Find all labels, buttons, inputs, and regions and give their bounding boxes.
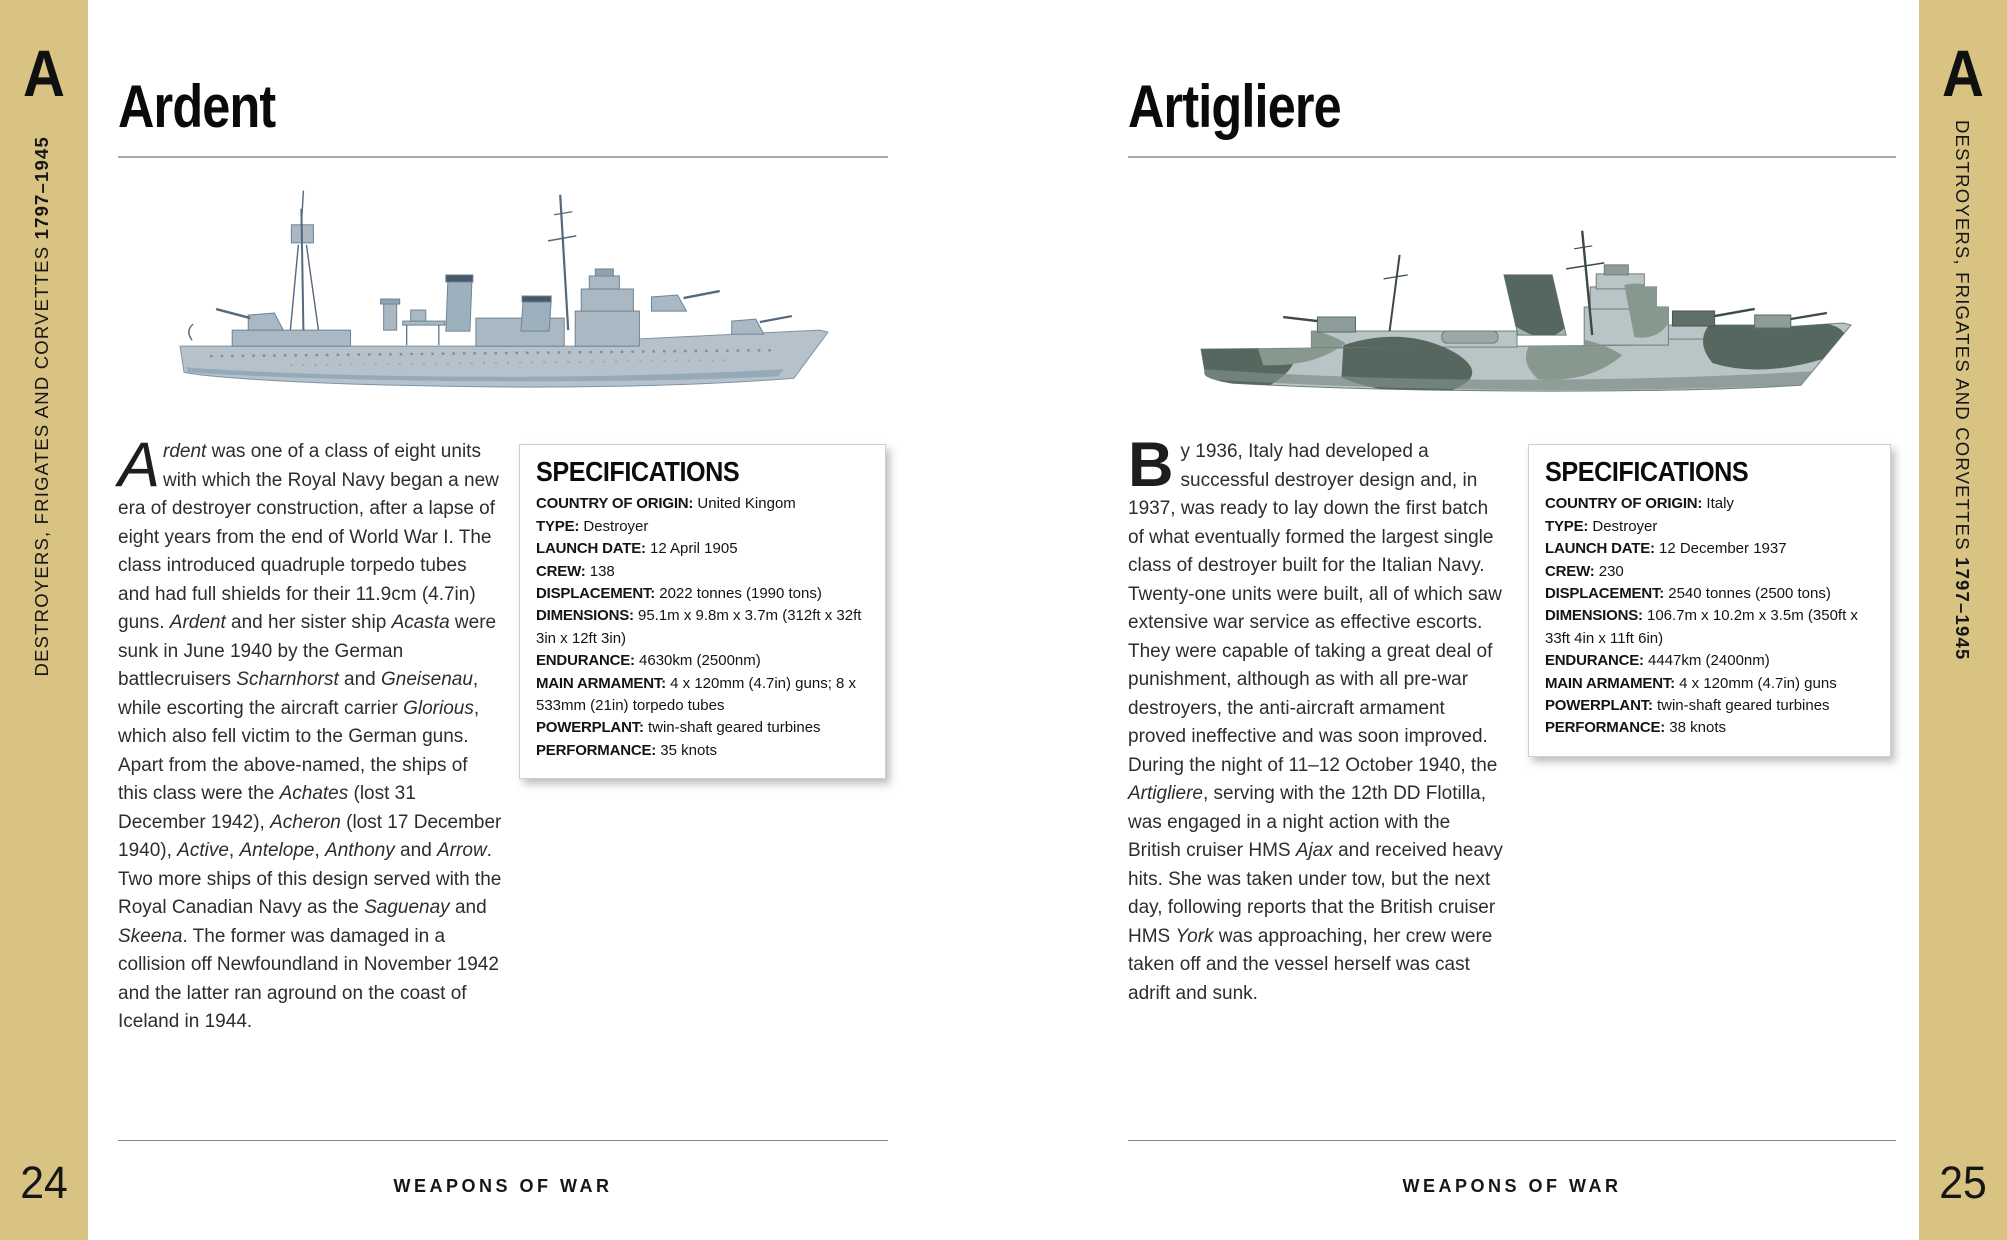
footer-rule-right xyxy=(1128,1140,1896,1141)
specifications-rows xyxy=(536,493,869,762)
artigliere-specifications-box xyxy=(1528,444,1891,757)
artigliere-paragraph: y 1936, Italy had developed a successful destroyer design and, in 1937, was ready to lay down the first batch of what eventually formed the largest single class of destroyer built for the Italian Navy. Twenty-one units were built, all of which saw extensive war service as effective escorts. They were capable of taking a great deal of punishment, although as with all pre-war destroyers, the anti-aircraft armament proved ineffective and was soon improved. During the night of 11–12 October 1940, the Artigliere, serving with the 12th DD Flotilla, was engaged in a night action with the British cruiser HMS Ajax and received heavy hits. She was taken under tow, but the next day, following reports that the British cruiser HMS York was approaching, her crew were taken off and the vessel herself was cast adrift and sunk. xyxy=(1128,441,1503,1004)
page-title-ardent: Ardent xyxy=(118,73,276,140)
artigliere-body-text xyxy=(1128,430,1508,1008)
series-years: 1797–1945 xyxy=(1952,557,1973,661)
series-title-text: DESTROYERS, FRIGATES AND CORVETTES xyxy=(1952,120,1973,558)
specifications-heading: SPECIFICATIONS xyxy=(536,456,740,487)
specifications-rows xyxy=(1545,493,1874,739)
spec-row: LAUNCH DATE: 12 December 1937 xyxy=(1545,540,1787,558)
ardent-ship-illustration xyxy=(170,178,832,400)
running-footer-right: WEAPONS OF WAR xyxy=(1402,1176,1622,1196)
spec-row: COUNTRY OF ORIGIN: Italy xyxy=(1545,495,1734,513)
spec-row: ENDURANCE: 4447km (2400nm) xyxy=(1545,652,1770,670)
spec-row: MAIN ARMAMENT: 4 x 120mm (4.7in) guns xyxy=(1545,674,1837,692)
running-footer-left: WEAPONS OF WAR xyxy=(393,1176,613,1196)
page-number-left: 24 xyxy=(20,1157,68,1208)
spec-row: COUNTRY OF ORIGIN: United Kingom xyxy=(536,495,796,513)
spec-row: DISPLACEMENT: 2022 tonnes (1990 tons) xyxy=(536,585,822,603)
spec-row: POWERPLANT: twin-shaft geared turbines xyxy=(536,719,821,737)
spec-row: TYPE: Destroyer xyxy=(536,517,649,535)
ardent-paragraph: rdent was one of a class of eight units with which the Royal Navy began a new era of destroyer construction, after a lapse of eight years from the end of World War I. The class introduced quadruple torpedo tubes and had full shields for their 11.9cm (4.7in) guns. Ardent and her sister ship Acasta were sunk in June 1940 by the German battlecruisers Scharnhorst and Gneisenau, while escorting the aircraft carrier Glorious, which also fell victim to the German guns. Apart from the above-named, the ships of this class were the Achates (lost 31 December 1942), Acheron (lost 17 December 1940), Active, Antelope, Anthony and Arrow. Two more ships of this design served with the Royal Canadian Navy as the Saguenay and Skeena. The former was damaged in a collision off Newfoundland in November 1942 and the latter ran aground on the coast of Iceland in 1944. xyxy=(118,441,502,1032)
spec-row: DIMENSIONS: 106.7m x 10.2m x 3.5m (350ft x 33ft 4in x 11ft 6in) xyxy=(1545,607,1858,647)
artigliere-drop-cap: B xyxy=(1128,430,1174,500)
series-years: 1797–1945 xyxy=(31,136,52,240)
spec-row: TYPE: Destroyer xyxy=(1545,517,1658,535)
footer-rule-left xyxy=(118,1140,888,1141)
series-title-text: DESTROYERS, FRIGATES AND CORVETTES xyxy=(31,239,52,677)
section-letter-right: A xyxy=(1942,36,1984,110)
section-letter-left: A xyxy=(23,36,65,110)
artigliere-ship-illustration xyxy=(1193,226,1855,398)
spec-row: PERFORMANCE: 35 knots xyxy=(536,741,717,759)
spec-row: CREW: 230 xyxy=(1545,562,1624,580)
spec-row: MAIN ARMAMENT: 4 x 120mm (4.7in) guns; 8 x 533mm (21in) torpedo tubes xyxy=(536,674,857,715)
ardent-specifications-box xyxy=(519,444,886,779)
spec-row: LAUNCH DATE: 12 April 1905 xyxy=(536,540,738,558)
title-rule-right xyxy=(1128,156,1896,158)
specifications-heading: SPECIFICATIONS xyxy=(1545,456,1749,487)
ardent-body-text xyxy=(118,430,502,1037)
spec-row: CREW: 138 xyxy=(536,562,615,580)
spec-row: POWERPLANT: twin-shaft geared turbines xyxy=(1545,697,1830,715)
title-rule-left xyxy=(118,156,888,158)
spec-row: DISPLACEMENT: 2540 tonnes (2500 tons) xyxy=(1545,585,1831,603)
page-number-right: 25 xyxy=(1939,1157,1987,1208)
series-title-left xyxy=(31,136,53,676)
spec-row: PERFORMANCE: 38 knots xyxy=(1545,719,1726,737)
series-title-right xyxy=(1951,120,1973,660)
spec-row: ENDURANCE: 4630km (2500nm) xyxy=(536,652,761,670)
ardent-drop-cap: A xyxy=(118,430,161,500)
page-title-artigliere: Artigliere xyxy=(1128,73,1341,140)
spec-row: DIMENSIONS: 95.1m x 9.8m x 3.7m (312ft x 32ft 3in x 12ft 3in) xyxy=(536,607,862,647)
